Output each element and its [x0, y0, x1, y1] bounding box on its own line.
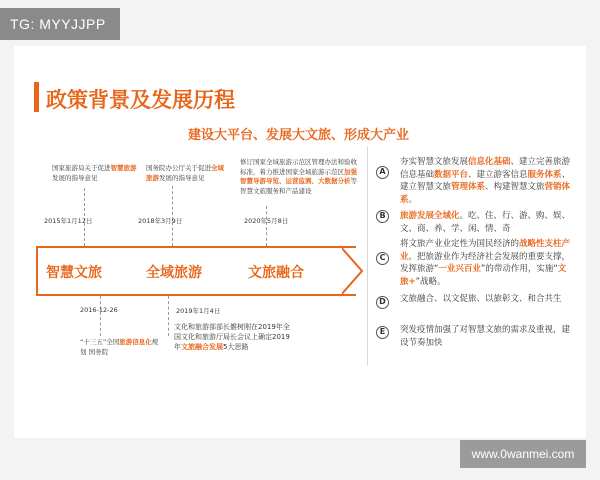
timeline-arrow-head — [340, 242, 366, 300]
point-text-segment: 将文旅产业业定性为国民经济的 — [400, 239, 520, 249]
point-text-segment: 文旅融合、以文促旅、以旅彰文、和合共生 — [400, 294, 562, 304]
highlight-text: 文旅+ — [400, 264, 567, 287]
point-e-badge: E — [376, 326, 389, 339]
point-text-segment: 突发疫情加强了对智慧文旅的需求及重视，建设节奏加快 — [400, 325, 571, 348]
point-text-segment: 。吃、住、行、游、购、娱、文、商、养、学、闲、情、奇 — [400, 211, 571, 234]
point-text-segment: 、建立游客信息 — [468, 169, 528, 180]
highlight-text: 一业兴百业 — [438, 264, 481, 274]
timeline-date-2016: 2016-12-26 — [80, 306, 118, 314]
timeline-date-2019: 2019年1月4日 — [176, 307, 221, 315]
point-b-text — [400, 210, 572, 235]
highlight-text: 战略性支柱产业 — [400, 239, 571, 262]
point-text-segment: 。把旅游业作为经济社会发展的重要支撑，发挥旅游“ — [400, 251, 571, 274]
timeline-note-2019: 文化和旅游部部长雒树刚在2019年全国文化和旅游厅局长会议上确定2019年文旅融合发展5大思路 — [174, 323, 290, 351]
stage-all-area-tourism: 全域旅游 — [146, 265, 202, 281]
timeline-date-2015: 2015年1月12日 — [44, 217, 93, 225]
timeline-date-2018: 2018年3月9日 — [138, 217, 183, 225]
page-title: 政策背景及发展历程 — [46, 88, 235, 112]
point-text-segment: 、建立完善旅游信息基础 — [400, 157, 571, 180]
point-text-segment: 、建立智慧文旅 — [400, 169, 571, 192]
timeline-connector — [168, 296, 169, 336]
point-b-badge: B — [376, 210, 389, 223]
point-e-text — [400, 324, 572, 349]
highlight-text: 营销体系 — [400, 182, 571, 205]
timeline-note-2016: “十三五”全国旅游信息化规划 国务院 — [80, 338, 159, 356]
timeline-date-2020: 2020年5月8日 — [244, 217, 289, 225]
column-divider — [367, 146, 368, 366]
highlight-text: 信息化基础 — [468, 157, 511, 167]
timeline-connector — [266, 206, 267, 246]
point-text-segment: ”的带动作用，实施“ — [480, 264, 558, 274]
point-a-text — [400, 156, 572, 206]
stage-culture-tourism-integration: 文旅融合 — [248, 265, 304, 281]
timeline-note-2015: 国家旅游局关于促进智慧旅游发展的指导意见 — [52, 164, 137, 182]
timeline-note-2020: 修订国家全域旅游示范区管理办法和验收标准，着力推进国家全域旅游示范区加强智慧导游导览、运营监测、大数据分析等智慧文旅服务和产品建设 — [240, 158, 357, 195]
point-c-text — [400, 238, 572, 288]
point-a-badge: A — [376, 166, 389, 179]
point-text-segment: 夯实智慧文旅发展 — [400, 157, 469, 167]
timeline-note-2018: 国务院办公厅关于促进全域旅游发展的指导意见 — [146, 164, 224, 182]
source-tag: TG: MYYJJPP — [0, 8, 120, 40]
page-subtitle: 建设大平台、发展大文旅、形成大产业 — [188, 128, 410, 143]
stage-smart-tourism: 智慧文旅 — [46, 265, 102, 281]
timeline-connector — [100, 296, 101, 336]
point-d-badge: D — [376, 296, 389, 309]
highlight-text: 服务体系 — [527, 169, 562, 180]
watermark: www.0wanmei.com — [460, 440, 586, 468]
point-text-segment: ”战略。 — [415, 276, 446, 287]
point-d-text — [400, 293, 572, 306]
point-text-segment: 、构建智慧文旅 — [485, 182, 545, 192]
point-c-badge: C — [376, 252, 389, 265]
point-text-segment: 。 — [408, 194, 418, 205]
highlight-text: 旅游发展全域化 — [400, 211, 460, 221]
title-accent-bar — [34, 82, 39, 112]
highlight-text: 数据平台 — [434, 169, 469, 180]
highlight-text: 管理体系 — [451, 182, 486, 192]
